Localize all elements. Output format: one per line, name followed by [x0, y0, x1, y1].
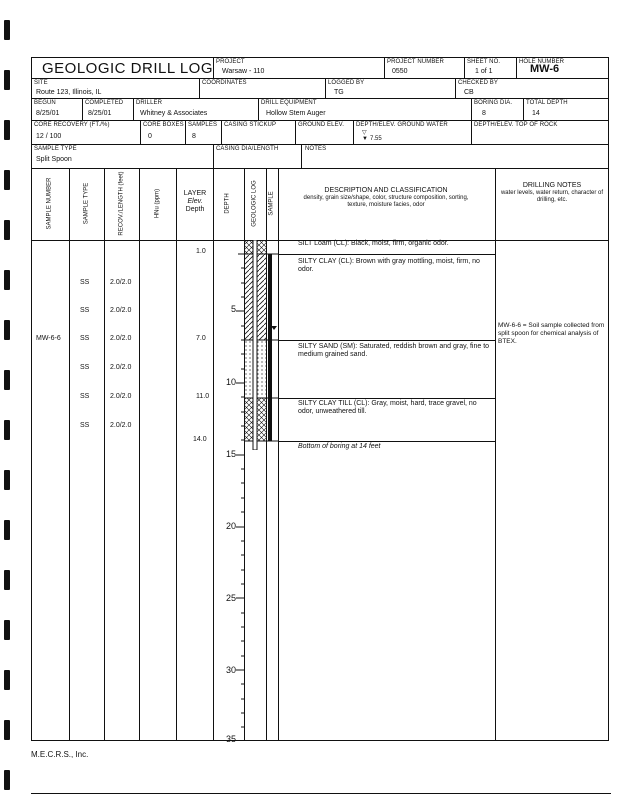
hole-value: MW-6	[530, 63, 560, 75]
col-recov: RECOV./LENGTH (feet)	[118, 171, 125, 236]
depth-tick-15: 15	[225, 449, 236, 459]
description-4: SILTY CLAY TILL (CL): Gray, moist, hard, trace gravel, no odor, unweathered till.	[298, 400, 477, 415]
layer-depth-3: 11.0	[196, 393, 210, 400]
ground-elev-label: GROUND ELEV.	[298, 122, 344, 128]
completed-value: 8/25/01	[88, 110, 112, 117]
binder-hole	[4, 470, 10, 490]
samples-label: SAMPLES	[188, 122, 218, 128]
site-value: Route 123, Illinois, IL	[36, 89, 102, 96]
binder-hole	[4, 570, 10, 590]
drilling-note: MW-6-6 = Soil sample collected from split spoon for chemical analysis of BTEX.	[498, 322, 605, 345]
water-level-icon: ▽ ▼	[362, 130, 368, 142]
depth-tick-25: 25	[225, 593, 236, 603]
description-2: SILTY CLAY (CL): Brown with gray mottling, moist, firm, no odor.	[298, 258, 480, 273]
description-1: SILT Loam (CL): Black, moist, firm, organic odor.	[298, 240, 449, 247]
layer-depth-4: 14.0	[193, 436, 207, 443]
depth-tick-20: 20	[225, 521, 236, 531]
binder-hole	[4, 20, 10, 40]
samples-value: 8	[192, 133, 196, 140]
equipment-value: Hollow Stem Auger	[266, 110, 326, 117]
description-3: SILTY SAND (SM): Saturated, reddish brown and gray, fine to medium grained sand.	[298, 343, 490, 358]
project-number-label: PROJECT NUMBER	[387, 59, 444, 65]
logged-value: TG	[334, 89, 344, 96]
company-footer: M.E.C.R.S., Inc.	[31, 750, 89, 759]
sample-type-1: SS	[80, 279, 90, 286]
binder-hole	[4, 620, 10, 640]
notes-label: NOTES	[305, 146, 327, 152]
depth-tick-10: 10	[225, 377, 236, 387]
begun-value: 8/25/01	[36, 110, 60, 117]
total-depth-label: TOTAL DEPTH	[526, 100, 568, 106]
col-sample-type: SAMPLE TYPE	[83, 182, 90, 225]
depth-tick-5: 5	[230, 304, 236, 314]
project-label: PROJECT	[216, 59, 245, 65]
boring-dia-value: 8	[482, 110, 486, 117]
binder-hole	[4, 120, 10, 140]
binder-hole	[4, 670, 10, 690]
driller-label: DRILLER	[136, 100, 163, 106]
doc-title: GEOLOGIC DRILL LOG	[42, 60, 213, 77]
hole-label: HOLE NUMBER	[519, 59, 565, 65]
sample-recov-3: 2.0/2.0	[110, 335, 132, 342]
depth-water-label: DEPTH/ELEV. GROUND WATER	[356, 122, 448, 128]
sample-recov-1: 2.0/2.0	[110, 279, 132, 286]
sample-type-3: SS	[80, 335, 90, 342]
casing-dia-label: CASING DIA/LENGTH	[216, 146, 279, 152]
description-bottom: Bottom of boring at 14 feet	[298, 443, 381, 450]
core-recovery-value: 12 / 100	[36, 133, 62, 140]
col-layer: LAYER Elev. Depth	[183, 190, 207, 213]
sample-type-6: SS	[80, 422, 90, 429]
driller-value: Whitney & Associates	[140, 110, 208, 117]
geologic-log-graphic	[244, 240, 278, 450]
core-boxes-label: CORE BOXES	[143, 122, 184, 128]
total-depth-value: 14	[532, 110, 540, 117]
binder-hole	[4, 770, 10, 790]
depth-tick-30: 30	[225, 665, 236, 675]
col-sample: SAMPLE	[268, 191, 275, 216]
layer-depth-2: 7.0	[196, 335, 206, 342]
sample-type-2: SS	[80, 307, 90, 314]
binder-hole	[4, 370, 10, 390]
completed-label: COMPLETED	[85, 100, 124, 106]
casing-stickup-label: CASING STICKUP	[224, 122, 277, 128]
sample-type-value: Split Spoon	[36, 156, 72, 163]
sample-recov-4: 2.0/2.0	[110, 364, 132, 371]
binder-hole	[4, 170, 10, 190]
col-sample-number: SAMPLE NUMBER	[46, 177, 53, 230]
depth-water-value: 7.55	[370, 136, 382, 142]
binder-hole	[4, 520, 10, 540]
sample-type-5: SS	[80, 393, 90, 400]
col-description: DESCRIPTION AND CLASSIFICATION density, grain size/shape, color, structure composition, sorting, texture, moisture facies, odor	[303, 187, 469, 208]
project-value: Warsaw - 110	[222, 68, 265, 75]
sample-recov-6: 2.0/2.0	[110, 422, 132, 429]
col-geologic-log: GEOLOGIC LOG	[251, 180, 258, 227]
checked-value: CB	[464, 89, 474, 96]
project-number-value: 0550	[392, 68, 408, 75]
binder-hole	[4, 320, 10, 340]
sample-number-3: MW-6-6	[36, 335, 61, 342]
depth-tick-35: 35	[225, 734, 236, 744]
binder-hole	[4, 270, 10, 290]
core-recovery-label: CORE RECOVERY (FT./%)	[34, 122, 110, 128]
core-boxes-value: 0	[148, 133, 152, 140]
sample-type-label: SAMPLE TYPE	[34, 146, 77, 152]
col-drilling-notes: DRILLING NOTES water levels, water return, character of drilling, etc.	[500, 182, 604, 203]
col-depth: DEPTH	[224, 193, 231, 214]
sample-recov-2: 2.0/2.0	[110, 307, 132, 314]
site-label: SITE	[34, 80, 48, 86]
equipment-label: DRILL EQUIPMENT	[261, 100, 317, 106]
sample-type-4: SS	[80, 364, 90, 371]
sample-recov-5: 2.0/2.0	[110, 393, 132, 400]
depth-rock-label: DEPTH/ELEV. TOP OF ROCK	[474, 122, 558, 128]
binder-hole	[4, 70, 10, 90]
binder-hole	[4, 220, 10, 240]
layer-depth-1: 1.0	[196, 248, 206, 255]
sheet-label: SHEET NO.	[467, 59, 501, 65]
binder-hole	[4, 420, 10, 440]
sheet-value: 1 of 1	[475, 68, 493, 75]
binder-hole	[4, 720, 10, 740]
logged-label: LOGGED BY	[328, 80, 365, 86]
begun-label: BEGUN	[34, 100, 56, 106]
bottom-rule	[31, 793, 611, 794]
col-hnu: HNu (ppm)	[154, 188, 161, 219]
checked-label: CHECKED BY	[458, 80, 499, 86]
boring-dia-label: BORING DIA.	[474, 100, 513, 106]
coordinates-label: COORDINATES	[202, 80, 247, 86]
